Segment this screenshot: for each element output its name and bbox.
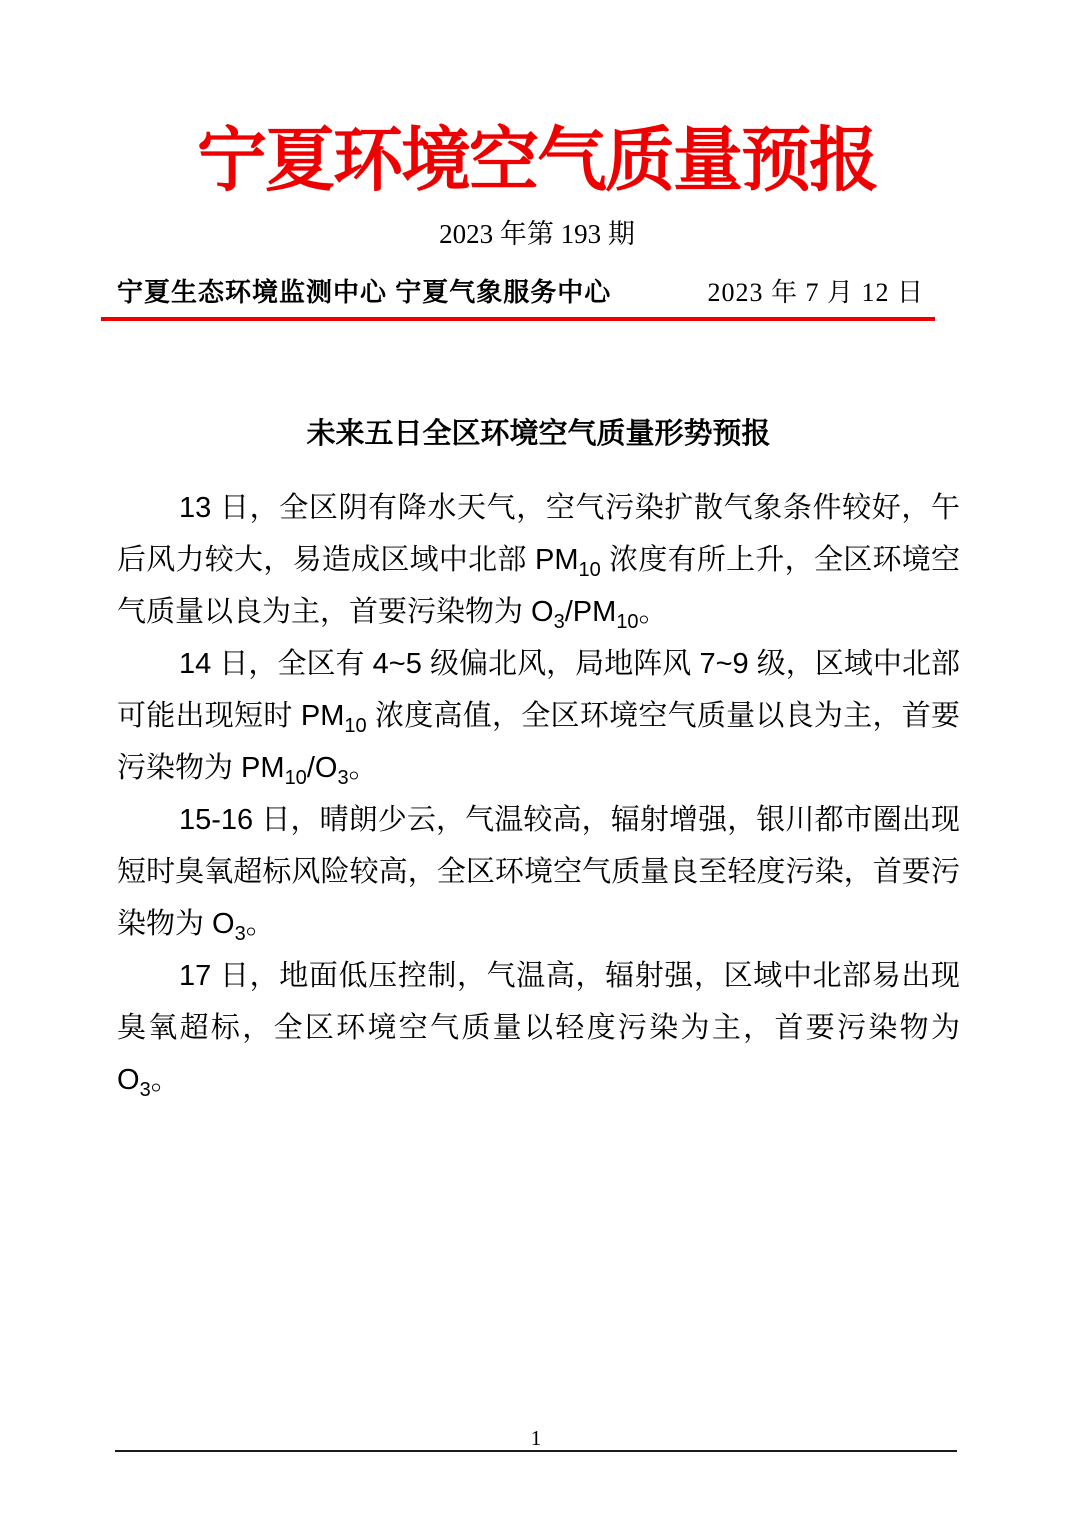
paragraph: 14 日，全区有 4~5 级偏北风，局地阵风 7~9 级，区域中北部可能出现短时 $PM_{10}$ 浓度高值，全区环境空气质量以良为主，首要污染物为 $PM_{10}/O_3$。 [117, 648, 960, 789]
paragraph: 15-16 日，晴朗少云，气温较高，辐射增强，银川都市圈出现短时臭氧超标风险较高，全区环境空气质量良至轻度污染，首要污染物为 $O_3$。 [117, 804, 960, 945]
paragraph: 17 日，地面低压控制，气温高，辐射强，区域中北部易出现臭氧超标，全区环境空气质量以轻度污染为主，首要污染物为 $O_3$。 [117, 960, 960, 1101]
publisher-names: 宁夏生态环境监测中心 宁夏气象服务中心 [117, 277, 612, 307]
issue-date: 2023 年 7 月 12 日 [707, 278, 924, 307]
content-area [0, 274, 1074, 1106]
issue-number-line: 2023 年第 193 期 [439, 219, 635, 249]
paragraph: 13 日，全区阴有降水天气，空气污染扩散气象条件较好，午后风力较大，易造成区域中北部 $PM_{10}$ 浓度有所上升，全区环境空气质量以良为主，首要污染物为 $O_3/PM_{10}$。 [117, 492, 961, 633]
publisher-row [117, 274, 960, 311]
section-title: 未来五日全区环境空气质量形势预报 [306, 418, 771, 450]
document-title: 宁夏环境空气质量预报 [197, 123, 877, 200]
page-footer [115, 1426, 957, 1452]
body-paragraphs [117, 482, 960, 1106]
page-number: 1 [530, 1426, 542, 1450]
red-divider-rule [101, 317, 935, 321]
